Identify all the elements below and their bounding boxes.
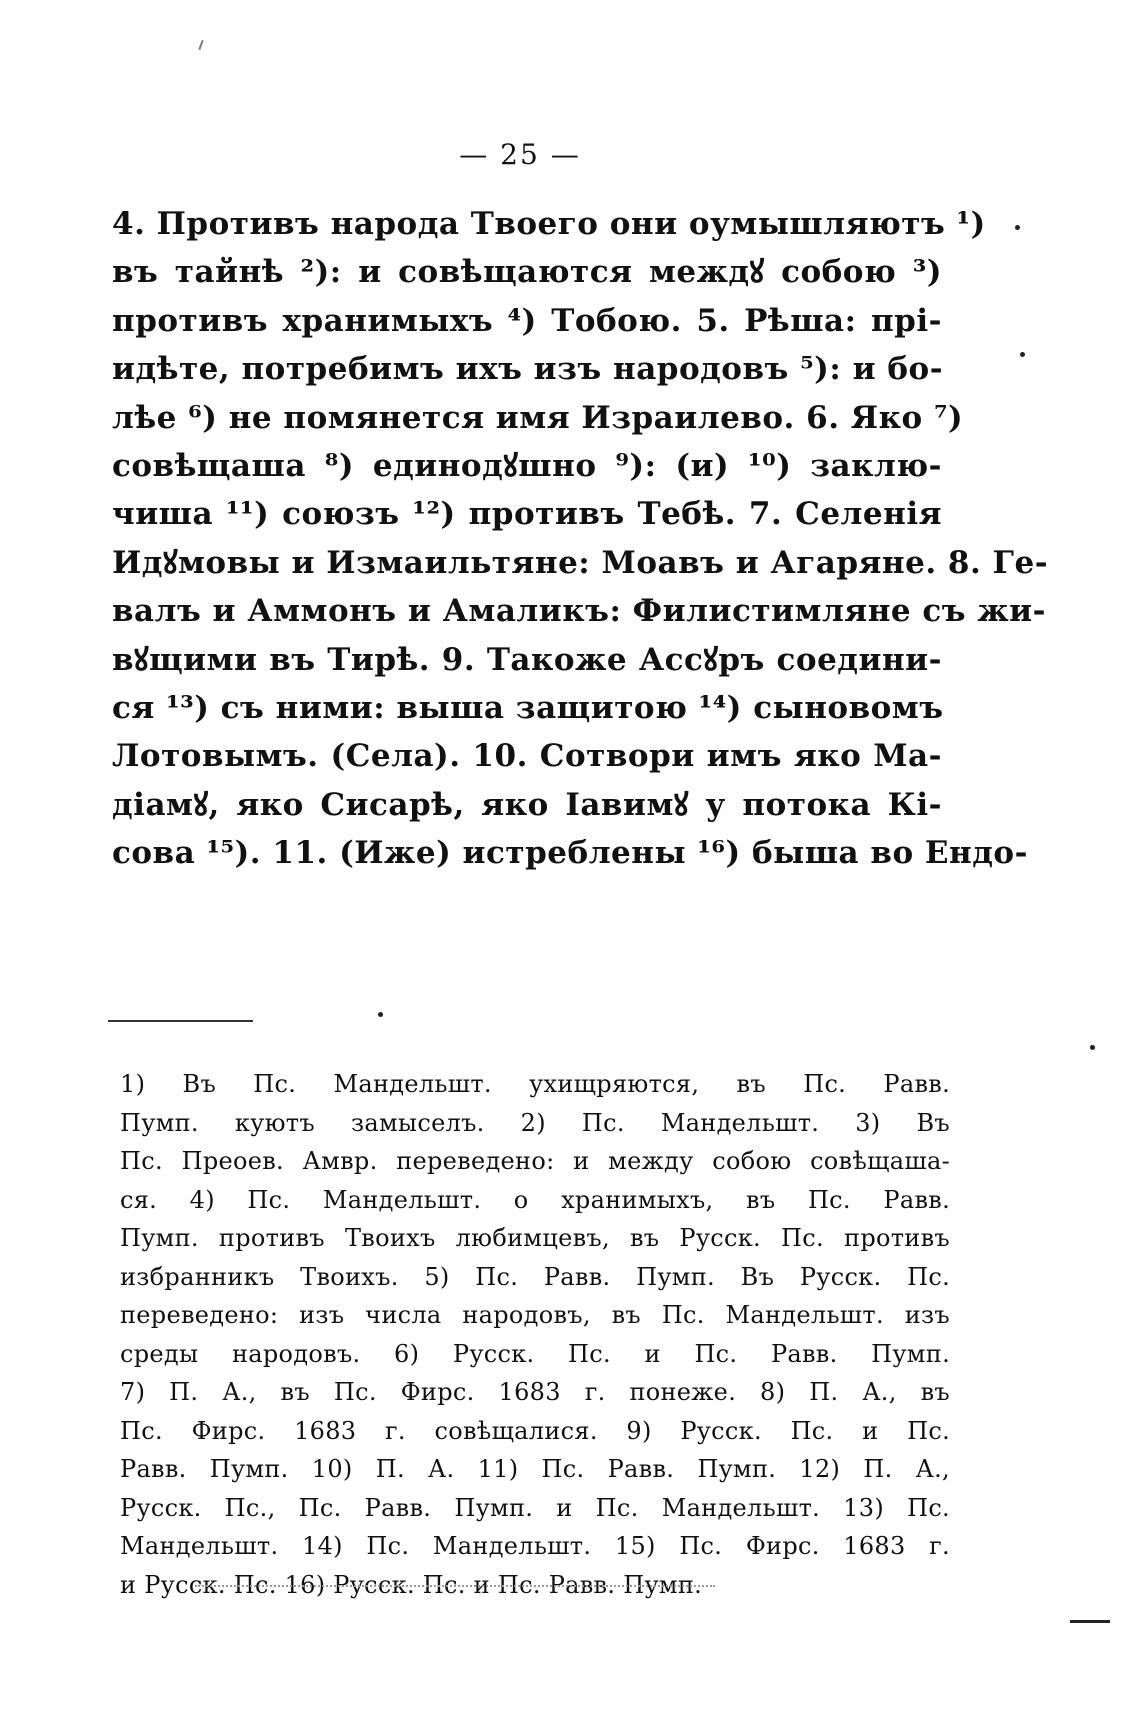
- scan-speck: [1015, 225, 1020, 230]
- footnote-divider: [108, 1020, 253, 1022]
- main-text-line: ся ¹³) съ ними: выша защитою ¹⁴) сыновомъ: [112, 690, 944, 727]
- scan-speck: [378, 1012, 383, 1017]
- main-text-line: въ тайнѣ ²): и совѣщаются междꙋ собою ³): [112, 254, 942, 291]
- footnote-line: Пс. Фирс. 1683 г. совѣщалися. 9) Русск. Пс. и Пс.: [120, 1416, 950, 1445]
- main-text-line: Лотовымъ. (Села). 10. Сотвори имъ яко Ма-: [112, 738, 942, 775]
- footnote-line: ся. 4) Пс. Мандельшт. о хранимыхъ, въ Пс. Равв.: [120, 1185, 950, 1214]
- main-text: [112, 200, 1049, 878]
- main-text-line: чиша ¹¹) союзъ ¹²) противъ Тебѣ. 7. Селенія: [112, 496, 942, 533]
- main-text-line: лѣе ⁶) не помянется имя Израилево. 6. Яко ⁷): [112, 399, 964, 436]
- footnote-line: среды народовъ. 6) Русск. Пс. и Пс. Равв. Пумп.: [120, 1339, 950, 1368]
- scan-speck: [1020, 352, 1025, 357]
- page-number: — 25 —: [459, 138, 581, 171]
- footnotes: [120, 1065, 950, 1604]
- scan-speck: [1090, 1045, 1095, 1050]
- main-text-line: Идꙋмовы и Измаильтяне: Моавъ и Агаряне. 8. Ге-: [112, 544, 1049, 581]
- scan-noise: [195, 1585, 715, 1587]
- footnote-line: Пумп. противъ Твоихъ любимцевъ, въ Русск. Пс. противъ: [120, 1224, 950, 1252]
- main-text-line: 4. Противъ народа Твоего они оумышляютъ ¹): [112, 206, 986, 242]
- footnote-line: Пс. Преоев. Амвр. переведено: и между собою совѣщаша-: [120, 1147, 950, 1175]
- main-text-line: валъ и Аммонъ и Амаликъ: Филистимляне съ жи-: [112, 593, 1047, 630]
- main-text-line: идѣте, потребимъ ихъ изъ народовъ ⁵): и бо-: [112, 351, 944, 388]
- footnote-line: переведено: изъ числа народовъ, въ Пс. Мандельшт. изъ: [120, 1301, 950, 1329]
- footnote-line: Русск. Пс., Пс. Равв. Пумп. и Пс. Мандельшт. 13) Пс.: [120, 1493, 950, 1522]
- footnote-line: Пумп. куютъ замыселъ. 2) Пс. Мандельшт. 3) Въ: [120, 1108, 950, 1137]
- main-text-line: совѣщаша ⁸) единодꙋшно ⁹): (и) ¹⁰) заклю-: [112, 448, 942, 485]
- main-text-line: вꙋщими въ Тирѣ. 9. Такоже Ассꙋръ соедини-: [112, 641, 942, 678]
- scan-edge-mark: [1070, 1620, 1110, 1623]
- main-text-line: противъ хранимыхъ ⁴) Тобою. 5. Рѣша: прі-: [112, 302, 942, 339]
- main-text-line: діамꙋ, яко Сисарѣ, яко Іавимꙋ у потока Кі-: [112, 786, 942, 823]
- main-text-line: сова ¹⁵). 11. (Иже) истреблены ¹⁶) быша во Ендо-: [112, 835, 1028, 872]
- footnote-line: Мандельшт. 14) Пс. Мандельшт. 15) Пс. Фирс. 1683 г.: [120, 1532, 950, 1560]
- footnote-line: Равв. Пумп. 10) П. А. 11) Пс. Равв. Пумп. 12) П. А.,: [120, 1455, 950, 1483]
- footnote-line: и Русск. Пс. 16) Русск. Пс. и Пс. Равв. Пумп.: [120, 1570, 703, 1599]
- footnote-line: избранникъ Твоихъ. 5) Пс. Равв. Пумп. Въ Русск. Пс.: [120, 1262, 950, 1291]
- footnote-line: 1) Въ Пс. Мандельшт. ухищряются, въ Пс. Равв.: [120, 1070, 950, 1098]
- footnote-line: 7) П. А., въ Пс. Фирс. 1683 г. понеже. 8) П. А., въ: [120, 1378, 950, 1406]
- scan-speck: [198, 40, 203, 50]
